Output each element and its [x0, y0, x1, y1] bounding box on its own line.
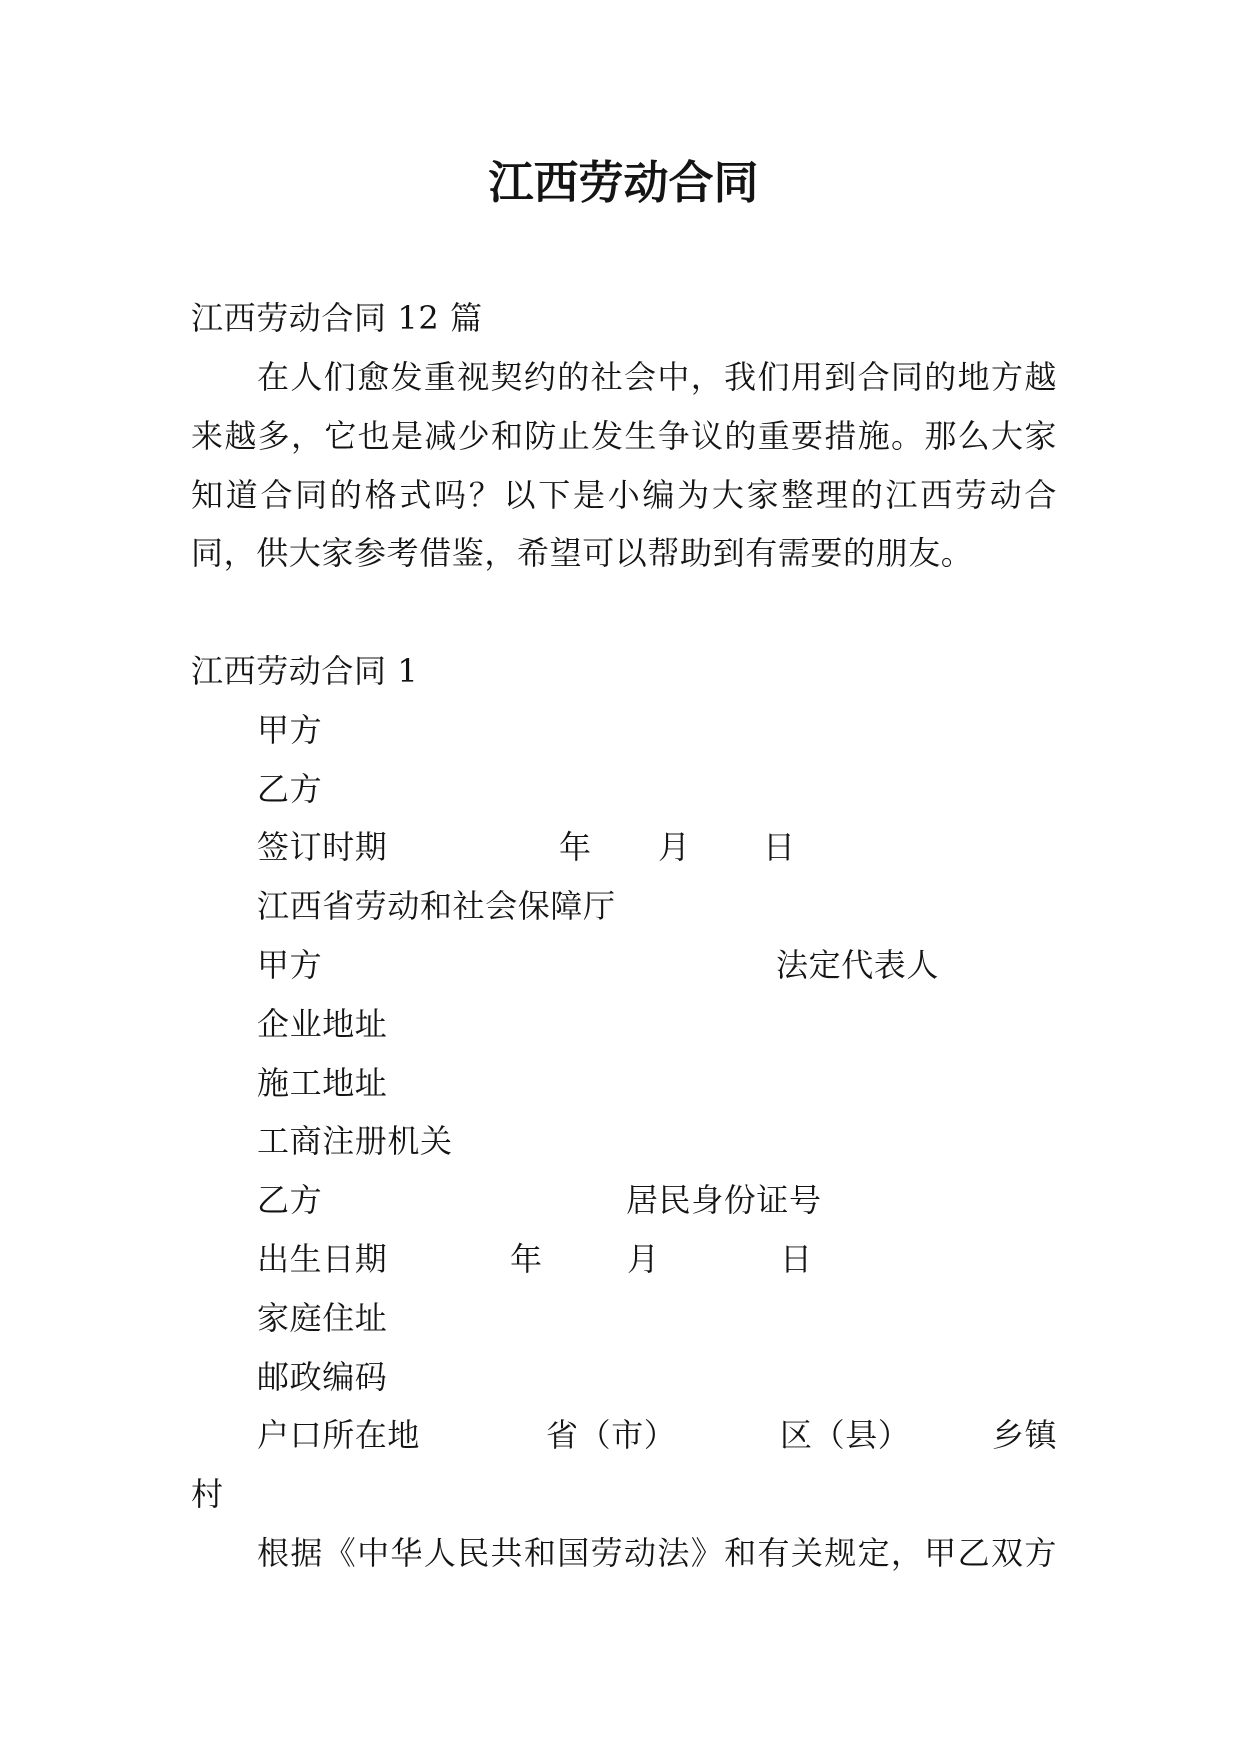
intro-line: 同，供大家参考借鉴，希望可以帮助到有需要的朋友。 — [191, 534, 974, 572]
issuing-authority: 江西省劳动和社会保障厅 — [257, 887, 616, 925]
hukou-town: 乡镇 — [992, 1416, 1058, 1454]
intro-line: 知道合同的格式吗？以下是小编为大家整理的江西劳动合 — [191, 476, 1057, 514]
hukou-district: 区（县） — [780, 1416, 911, 1454]
closing-line: 根据《中华人民共和国劳动法》和有关规定，甲乙双方 — [257, 1534, 1057, 1572]
birth-date-month: 月 — [627, 1240, 660, 1278]
hukou-label: 户口所在地 — [257, 1416, 421, 1454]
sign-date-month: 月 — [658, 828, 691, 866]
cover-party-b-label: 乙方 — [257, 770, 323, 808]
party-a-label: 甲方 — [257, 946, 323, 984]
sign-date-row — [0, 818, 1241, 877]
birth-date-year: 年 — [510, 1240, 543, 1278]
sign-date-label: 签订时期 — [257, 828, 388, 866]
page-title: 江西劳动合同 — [488, 156, 759, 209]
registration-authority-label: 工商注册机关 — [257, 1122, 453, 1160]
party-a-row — [0, 936, 1241, 995]
birth-date-label: 出生日期 — [257, 1240, 388, 1278]
sign-date-year: 年 — [559, 828, 592, 866]
intro-line: 来越多，它也是减少和防止发生争议的重要措施。那么大家 — [191, 417, 1057, 455]
cover-party-a-label: 甲方 — [257, 711, 323, 749]
legal-representative-label: 法定代表人 — [776, 946, 940, 984]
party-b-label: 乙方 — [257, 1181, 323, 1219]
section-heading: 江西劳动合同 1 — [191, 652, 419, 690]
sign-date-day: 日 — [763, 828, 796, 866]
id-number-label: 居民身份证号 — [626, 1181, 822, 1219]
hukou-village: 村 — [191, 1475, 224, 1513]
birth-date-day: 日 — [780, 1240, 813, 1278]
work-address-label: 施工地址 — [257, 1064, 388, 1102]
home-address-label: 家庭住址 — [257, 1299, 388, 1337]
company-address-label: 企业地址 — [257, 1005, 388, 1043]
birth-date-row — [0, 1230, 1241, 1289]
hukou-row — [0, 1406, 1241, 1465]
intro-line: 在人们愈发重视契约的社会中，我们用到合同的地方越 — [257, 358, 1057, 396]
postal-code-label: 邮政编码 — [257, 1358, 388, 1396]
doc-subtitle: 江西劳动合同 12 篇 — [191, 299, 483, 337]
party-b-row — [0, 1171, 1241, 1230]
hukou-province: 省（市） — [546, 1416, 677, 1454]
